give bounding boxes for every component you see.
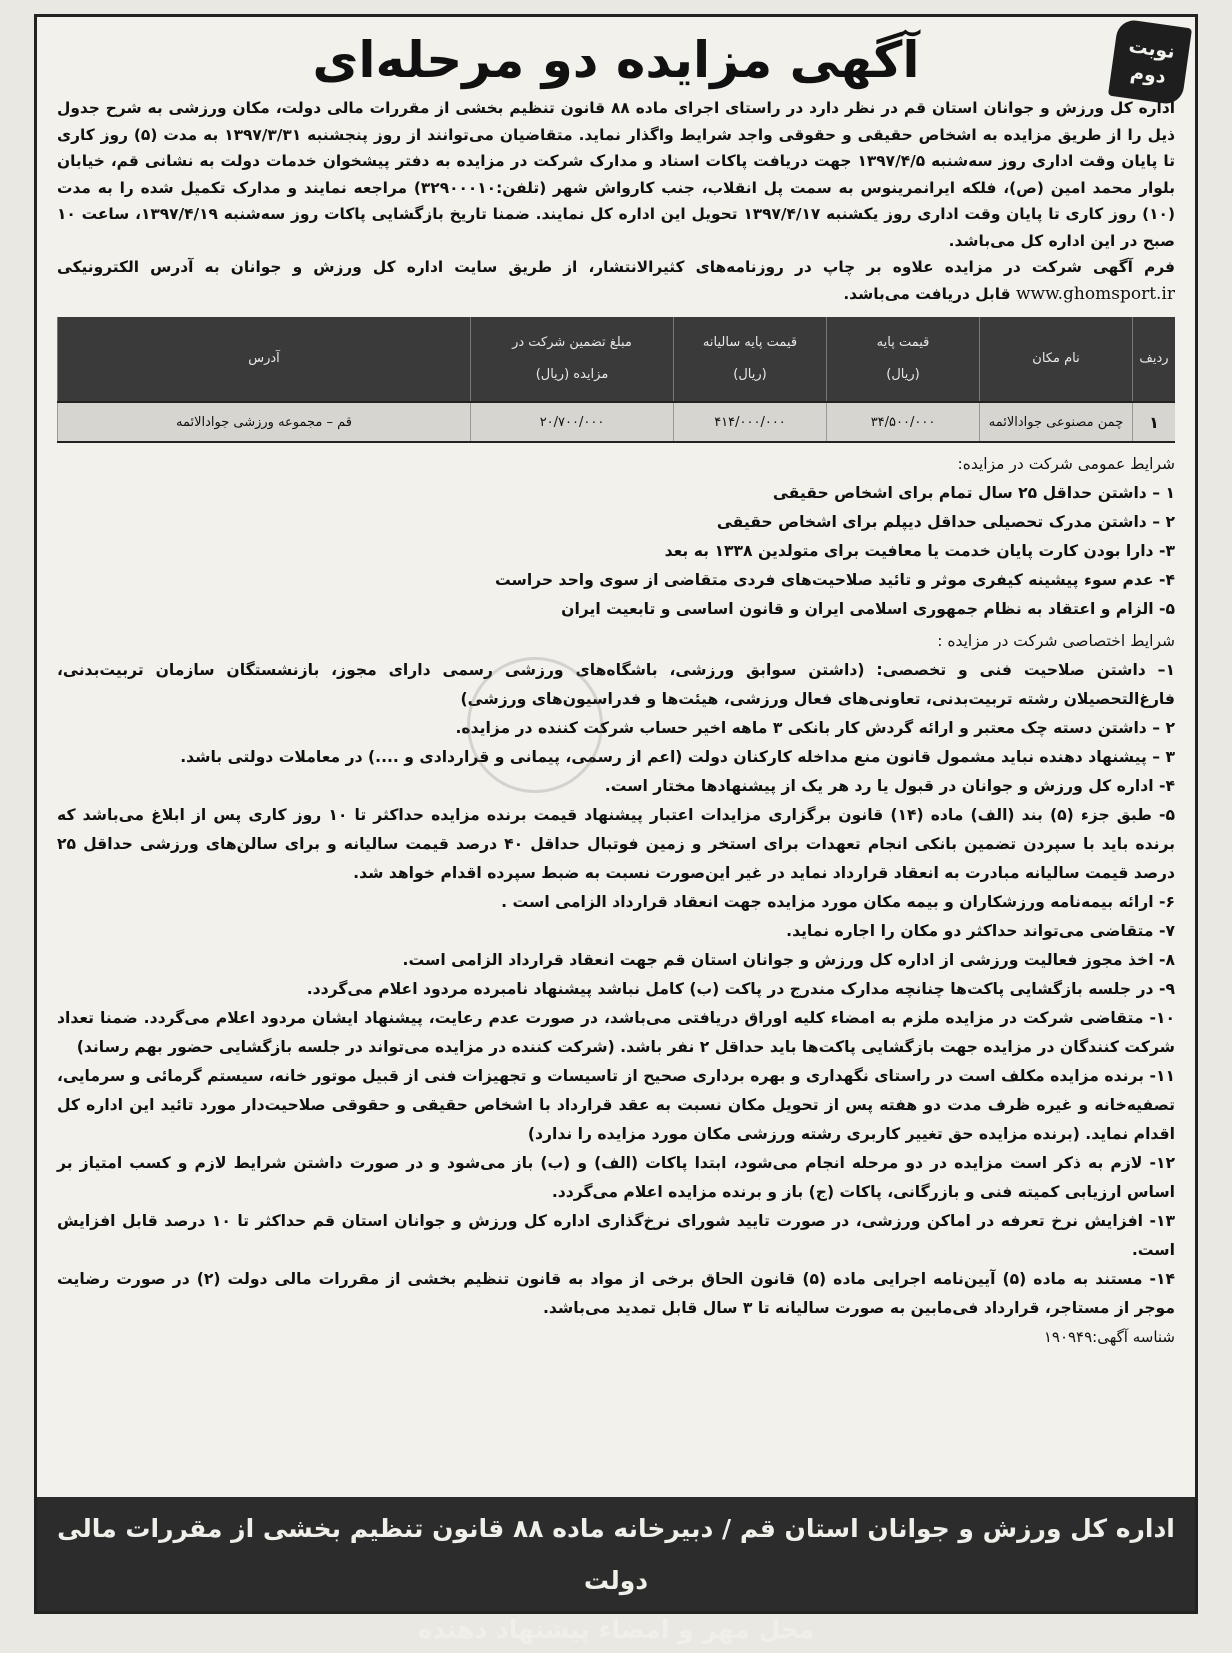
col-header-place-name: نام مکان (980, 317, 1133, 402)
footer-signature-note: محل مهر و امضاء پیشنهاد دهنده (417, 1615, 815, 1644)
auction-table (57, 317, 1175, 443)
general-conditions-title: شرایط عمومی شرکت در مزایده: (957, 455, 1175, 473)
list-item: ۱۳- افزایش نرخ تعرفه در اماکن ورزشی، در صورت تایید شورای نرخ‌گذاری اداره کل ورزش و جوانان استان قم حداکثر تا ۱۰ درصد قابل افزایش است. (57, 1212, 1175, 1259)
cell-place-name: چمن مصنوعی جوادالائمه (980, 402, 1133, 442)
notice-frame (34, 14, 1198, 1644)
cell-address: قم – مجموعه ورزشی جوادالائمه (58, 402, 471, 442)
watermark-seal (467, 657, 603, 793)
list-item: ۵- الزام و اعتقاد به نظام جمهوری اسلامی ایران و قانون اساسی و تابعیت ایران (561, 600, 1175, 618)
col-header-address: آدرس (58, 317, 471, 402)
table-row (58, 402, 1176, 442)
notice-id: شناسه آگهی:۱۹۰۹۴۹ (1043, 1328, 1175, 1346)
cell-base-price: ۳۴/۵۰۰/۰۰۰ (827, 402, 980, 442)
col-header-base-price: قیمت پایه (ریال) (827, 317, 980, 402)
website-link[interactable]: www.ghomsport.ir (1016, 283, 1175, 304)
intro-paragraph: اداره کل ورزش و جوانان استان قم در نظر دارد در راستای اجرای ماده ۸۸ قانون تنظیم بخشی از مقررات مالی دولت، مکان ورزشی به شرح جدول ذیل را از طریق مزایده به اشخاص حقیقی و حقوقی واجد شرایط واگذار نماید. متقاضیان می‌توانند از روز پنجشنبه ۱۳۹۷/۳/۳۱ به مدت (۵) روز کاری تا پایان وقت اداری روز سه‌شنبه ۱۳۹۷/۴/۵ جهت دریافت پاکات اسناد و مدارک شرکت در مزایده به دفتر پیشخوان خدمات دولت به نشانی قم، خیابان بلوار محمد امین (ص)، فلکه ایرانمرینوس به سمت پل انقلاب، جنب کارواش شهر (تلفن:۳۲۹۰۰۰۱۰) مراجعه نمایند و مدارک تکمیل شده را به مدت (۱۰) روز کاری تا پایان وقت اداری روز یکشنبه ۱۳۹۷/۴/۱۷ تحویل این اداره کل نمایند. ضمنا تاریخ بازگشایی پاکات روز سه‌شنبه ۱۳۹۷/۴/۱۹، ساعت ۱۰ صبح در این اداره کل می‌باشد. (57, 99, 1176, 250)
general-conditions-list (57, 479, 1175, 624)
badge-line1: نوبت (1127, 35, 1177, 64)
list-item: ۳- دارا بودن کارت پایان خدمت یا معافیت برای متولدین ۱۳۳۸ به بعد (664, 542, 1175, 560)
specific-conditions-list (57, 656, 1175, 1323)
cell-annual-price: ۴۱۴/۰۰۰/۰۰۰ (674, 402, 827, 442)
list-item: ۴- اداره کل ورزش و جوانان در قبول یا رد هر یک از پیشنهادها مختار است. (604, 777, 1175, 795)
list-item: ۲ – داشتن مدرک تحصیلی حداقل دیپلم برای اشخاص حقیقی (716, 513, 1175, 531)
website-sentence-start: فرم آگهی شرکت در مزایده علاوه بر چاپ در روزنامه‌های کثیرالانتشار، از طریق سایت اداره کل ورزش و جوانان به آدرس الکترونیکی (57, 258, 1175, 276)
list-item: ۴- عدم سوء پیشینه کیفری موثر و تائید صلاحیت‌های فردی متقاضی از سوی واحد حراست (495, 571, 1175, 589)
notice-title: آگهی مزایده دو مرحله‌ای (312, 31, 920, 89)
table-header-row (58, 317, 1176, 402)
list-item: ۱۰- متقاضی شرکت در مزایده ملزم به امضاء کلیه اوراق دریافتی می‌باشد، در صورت عدم رعایت، پیشنهاد ایشان مردود اعلام می‌گردد. ضمنا تعداد شرکت کنندگان در مزایده جهت بازگشایی پاکت‌ها باید حداقل ۲ نفر باشد. (شرکت کننده در مزایده می‌تواند در جلسه بازگشایی حضور بهم رساند) (57, 1009, 1175, 1056)
insertion-badge (1108, 18, 1192, 106)
list-item: ۶- ارائه بیمه‌نامه ورزشکاران و بیمه مکان مورد مزایده جهت انعقاد قرارداد الزامی است . (501, 893, 1175, 911)
list-item: ۸- اخذ مجوز فعالیت ورزشی از اداره کل ورزش و جوانان استان قم جهت انعقاد قرارداد الزامی است. (402, 951, 1175, 969)
list-item: ۹- در جلسه بازگشایی پاکت‌ها چنانچه مدارک مندرج در پاکت (ب) کامل نباشد پیشنهاد نامبرده مردود اعلام می‌گردد. (306, 980, 1175, 998)
cell-row-num: ۱ (1133, 402, 1176, 442)
list-item: ۷- متقاضی می‌تواند حداکثر دو مکان را اجاره نماید. (786, 922, 1175, 940)
cell-guarantee: ۲۰/۷۰۰/۰۰۰ (471, 402, 674, 442)
list-item: ۱۲- لازم به ذکر است مزایده در دو مرحله انجام می‌شود، ابتدا پاکات (الف) و (ب) باز می‌شود و در صورت داشتن شرایط لازم و کسب امتیاز بر اساس ارزیابی کمیته فنی و بازرگانی، پاکات (ج) باز و برنده مزایده اعلام می‌گردد. (57, 1154, 1175, 1201)
website-sentence-end: قابل دریافت می‌باشد. (843, 284, 1011, 303)
col-header-guarantee: مبلغ تضمین شرکت در مزایده (ریال) (471, 317, 674, 402)
intro-paragraph-website (57, 254, 1175, 307)
specific-conditions-title: شرایط اختصاصی شرکت در مزایده : (937, 632, 1175, 650)
list-item: ۱– داشتن صلاحیت فنی و تخصصی: (داشتن سوابق ورزشی، باشگاه‌های ورزشی رسمی دارای مجوز، بازنشستگان سازمان تربیت‌بدنی، فارغ‌التحصیلان رشته تربیت‌بدنی، تعاونی‌های فعال ورزشی، هیئت‌ها و فدراسیون‌های ورزشی) (57, 661, 1175, 708)
list-item: ۱۱- برنده مزایده مکلف است در راستای نگهداری و بهره برداری صحیح از تاسیسات و تجهیزات فنی از قبیل موتور خانه، سیستم گرمائی و سرمایی، تصفیه‌خانه و غیره ظرف مدت دو هفته پس از تحویل مکان نسبت به عقد قرارداد با اشخاص حقیقی و حقوقی صلاحیت‌دار مورد تائید این اداره کل اقدام نماید. (برنده مزایده حق تغییر کاربری رشته ورزشی مکان مورد مزایده را ندارد) (57, 1067, 1175, 1143)
intro-text (57, 95, 1175, 307)
col-header-annual-price: قیمت پایه سالیانه (ریال) (674, 317, 827, 402)
footer-banner (37, 1497, 1195, 1644)
badge-line2: دوم (1129, 61, 1168, 89)
col-header-row-num: ردیف (1133, 317, 1176, 402)
list-item: ۲ – داشتن دسته چک معتبر و ارائه گردش کار بانکی ۳ ماهه اخیر حساب شرکت کننده در مزایده. (455, 719, 1175, 737)
list-item: ۵- طبق جزء (۵) بند (الف) ماده (۱۴) قانون برگزاری مزایدات اعتبار پیشنهاد قیمت برنده مزایده حداکثر تا ۱۰ روز کاری پس از ابلاغ می‌باشد که برنده باید با سپردن تضمین بانکی انجام تعهدات برای استخر و زمین فوتبال حداقل ۴۰ درصد قیمت سالیانه و برای سالن‌های ورزشی حداقل ۲۵ درصد قیمت سالیانه مبادرت به انعقاد قرارداد نماید در غیر این‌صورت نسبت به ضبط سپرده اقدام خواهد شد. (57, 806, 1176, 882)
list-item: ۱۴- مستند به ماده (۵) آیین‌نامه اجرایی ماده (۵) قانون الحاق برخی از مواد به قانون تنظیم بخشی از مقررات مالی دولت (۲) در صورت رضایت موجر از مستاجر، قرارداد فی‌مابین به صورت سالیانه تا ۳ سال قابل تمدید می‌باشد. (57, 1270, 1175, 1317)
list-item: ۱ – داشتن حداقل ۲۵ سال تمام برای اشخاص حقیقی (772, 484, 1175, 502)
footer-issuer: اداره کل ورزش و جوانان استان قم / دبیرخانه ماده ۸۸ قانون تنظیم بخشی از مقررات مالی دولت (57, 1514, 1175, 1595)
list-item: ۳ – پیشنهاد دهنده نباید مشمول قانون منع مداخله کارکنان دولت (اعم از رسمی، پیمانی و قراردادی و ....) در معاملات دولتی باشد. (180, 748, 1175, 766)
